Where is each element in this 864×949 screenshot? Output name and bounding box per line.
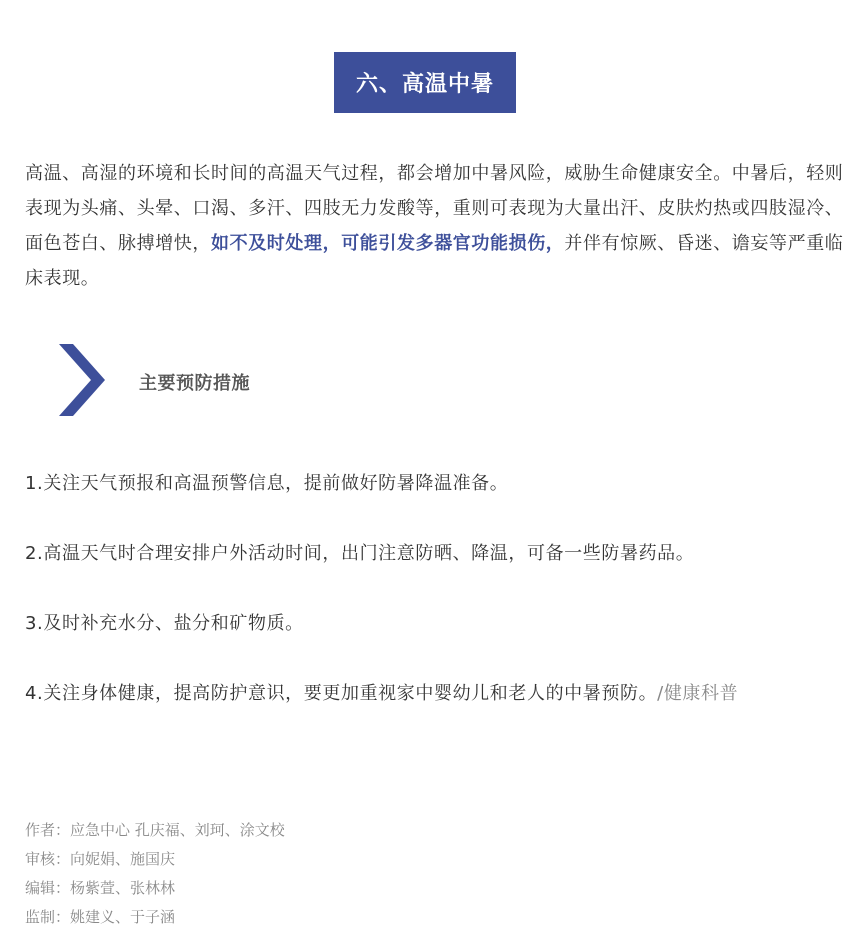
prevention-item-3: 3.及时补充水分、盐分和矿物质。 <box>25 613 304 634</box>
intro-text-end: 并伴有惊厥、昏迷、谵妄等严重临床表现。 <box>25 233 844 289</box>
credits <box>25 816 285 932</box>
prevention-item-1: 1.关注天气预报和高温预警信息，提前做好防暑降温准备。 <box>25 473 509 494</box>
prevention-item-4-text: 4.关注身体健康，提高防护意识，要更加重视家中婴幼儿和老人的中暑预防。 <box>25 683 658 704</box>
intro-emphasis: 如不及时处理，可能引发多器官功能损伤， <box>211 233 565 254</box>
intro-text: 高温、高湿的环境和长时间的高温天气过程，都会增加中暑风险，威胁生命健康安全。中暑后，轻则表现为头痛、头晕、口渴、多汗、四肢无力发酸等，重则可表现为大量出汗、皮肤灼热或四肢湿冷、面色苍白、脉搏增快， <box>25 163 844 254</box>
section-title-banner <box>334 52 516 113</box>
section-title: 六、高温中暑 <box>355 72 494 97</box>
prevention-heading: 主要预防措施 <box>139 373 250 394</box>
credit-editor: 编辑：杨紫萱、张林林 <box>25 879 176 897</box>
chevron-right-icon <box>55 340 111 420</box>
source-note: /健康科普 <box>657 683 739 704</box>
credit-supervisor: 监制：姚建义、于子涵 <box>25 908 176 926</box>
intro-paragraph <box>25 156 845 296</box>
prevention-item-4 <box>25 676 845 711</box>
prevention-item-2: 2.高温天气时合理安排户外活动时间，出门注意防晒、降温，可备一些防暑药品。 <box>25 543 695 564</box>
credit-author: 作者：应急中心 孔庆福、刘珂、涂文校 <box>25 821 285 839</box>
credit-reviewer: 审核：向妮娟、施国庆 <box>25 850 176 868</box>
